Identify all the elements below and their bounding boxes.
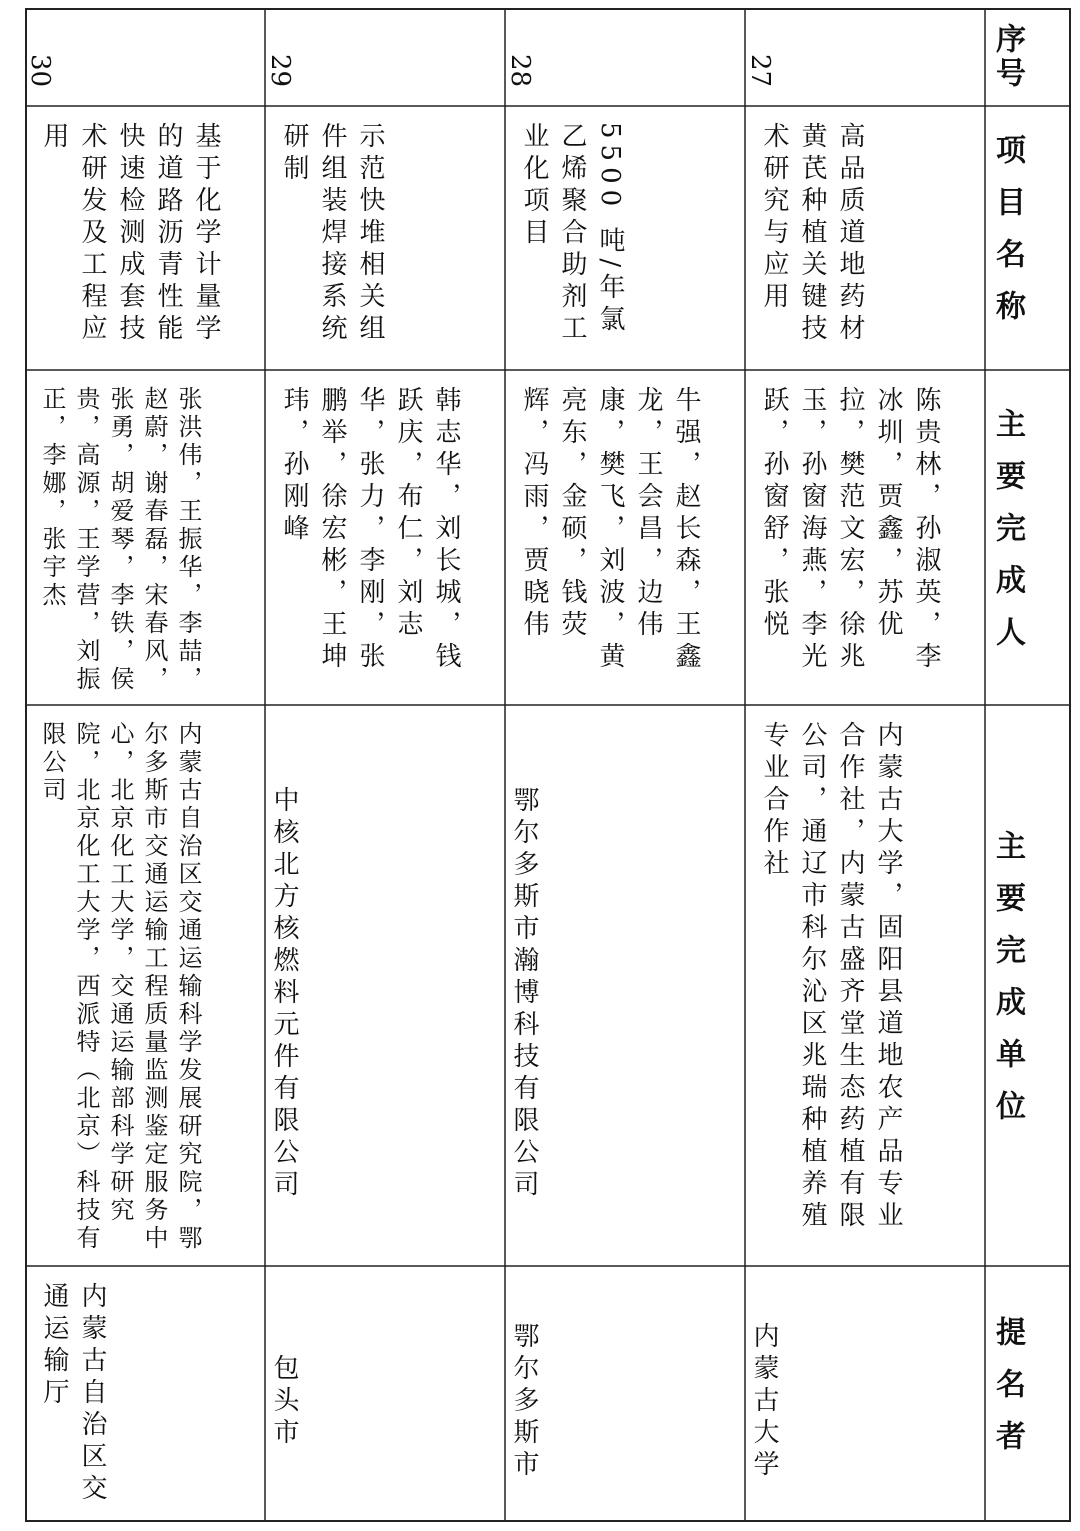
row-seq: 28 — [505, 54, 535, 88]
row-30-name-cell — [25, 106, 265, 370]
row-project-name: 示范快堆相关组件组装焊接系统研制 — [279, 122, 385, 346]
header-seq-cell — [985, 8, 1071, 106]
header-main-contributors: 主要完成人 — [990, 407, 1025, 668]
row-contributors: 韩志华，刘长城，钱跃庆，布仁，刘志华，张力，李刚，张鹏举，徐宏彬，王坤玮，孙刚峰 — [279, 386, 461, 674]
row-29-units-cell — [265, 705, 505, 1266]
header-nominator-cell — [985, 1266, 1071, 1522]
row-29-people-cell — [265, 370, 505, 705]
row-project-name: 5500 吨/年氯乙烯聚合助剂工业化项目 — [519, 122, 625, 346]
row-contributors: 张洪伟，王振华，李喆，赵蔚，谢春磊，宋春风，张勇，胡爱琴，李铁，侯贵，高源，王学营，刘振正，李娜，张宇杰 — [38, 386, 202, 694]
row-29-seq-cell — [265, 8, 505, 106]
row-units: 鄂尔多斯市瀚博科技有限公司 — [509, 785, 539, 1202]
row-28-people-cell — [505, 370, 745, 705]
row-nominator: 内蒙古大学 — [749, 1322, 779, 1482]
row-30-units-cell — [25, 705, 265, 1266]
row-nominator: 内蒙古自治区交通运输厅 — [39, 1282, 107, 1506]
row-project-name: 基于化学计量学的道路沥青性能快速检测成套技术研发及工程应用 — [39, 122, 221, 346]
header-nominator: 提名者 — [990, 1316, 1025, 1472]
row-27-seq-cell — [745, 8, 985, 106]
row-units: 内蒙古大学，固阳县道地农产品专业合作社，内蒙古盛齐堂生态药植有限公司，通辽市科尔沁区兆瑞种植养殖专业合作社 — [759, 721, 903, 1233]
row-27-name-cell — [745, 106, 985, 370]
row-29-nominator-cell — [265, 1266, 505, 1522]
header-name-cell — [985, 106, 1071, 370]
row-nominator: 包头市 — [269, 1354, 299, 1450]
row-27-people-cell — [745, 370, 985, 705]
header-people-cell — [985, 370, 1071, 705]
row-30-seq-cell — [25, 8, 265, 106]
row-contributors: 牛强，赵长森，王鑫龙，王会昌，边伟康，樊飞，刘波，黄亮东，金硕，钱荧辉，冯雨，贾晓伟 — [519, 386, 701, 674]
row-seq: 30 — [25, 54, 55, 88]
row-30-nominator-cell — [25, 1266, 265, 1522]
row-project-name: 高品质道地药材黄芪种植关键技术研究与应用 — [759, 122, 865, 346]
row-28-seq-cell — [505, 8, 745, 106]
row-28-name-cell — [505, 106, 745, 370]
row-30-people-cell — [25, 370, 265, 705]
row-units: 内蒙古自治区交通运输科学发展研究院，鄂尔多斯市交通运输工程质量监测鉴定服务中心，北京化工大学，交通运输部科学研究院，北京化工大学，西派特（北京）科技有限公司 — [38, 721, 202, 1253]
row-seq: 27 — [745, 54, 775, 88]
row-contributors: 陈贵林，孙淑英，李冰圳，贾鑫，苏优拉，樊范文宏，徐兆玉，孙窗海燕，李光跃，孙窗舒，张悦 — [759, 386, 941, 674]
row-nominator: 鄂尔多斯市 — [509, 1322, 539, 1482]
row-28-units-cell — [505, 705, 745, 1266]
row-units: 中核北方核燃料元件有限公司 — [269, 785, 299, 1202]
row-28-nominator-cell — [505, 1266, 745, 1522]
row-seq: 29 — [265, 54, 295, 88]
award-table — [25, 8, 1071, 1522]
row-27-nominator-cell — [745, 1266, 985, 1522]
row-27-units-cell — [745, 705, 985, 1266]
header-units-cell — [985, 705, 1071, 1266]
row-29-name-cell — [265, 106, 505, 370]
header-main-units: 主要完成单位 — [990, 829, 1025, 1142]
header-seq: 序号 — [990, 23, 1025, 91]
header-project-name: 项目名称 — [990, 134, 1025, 342]
